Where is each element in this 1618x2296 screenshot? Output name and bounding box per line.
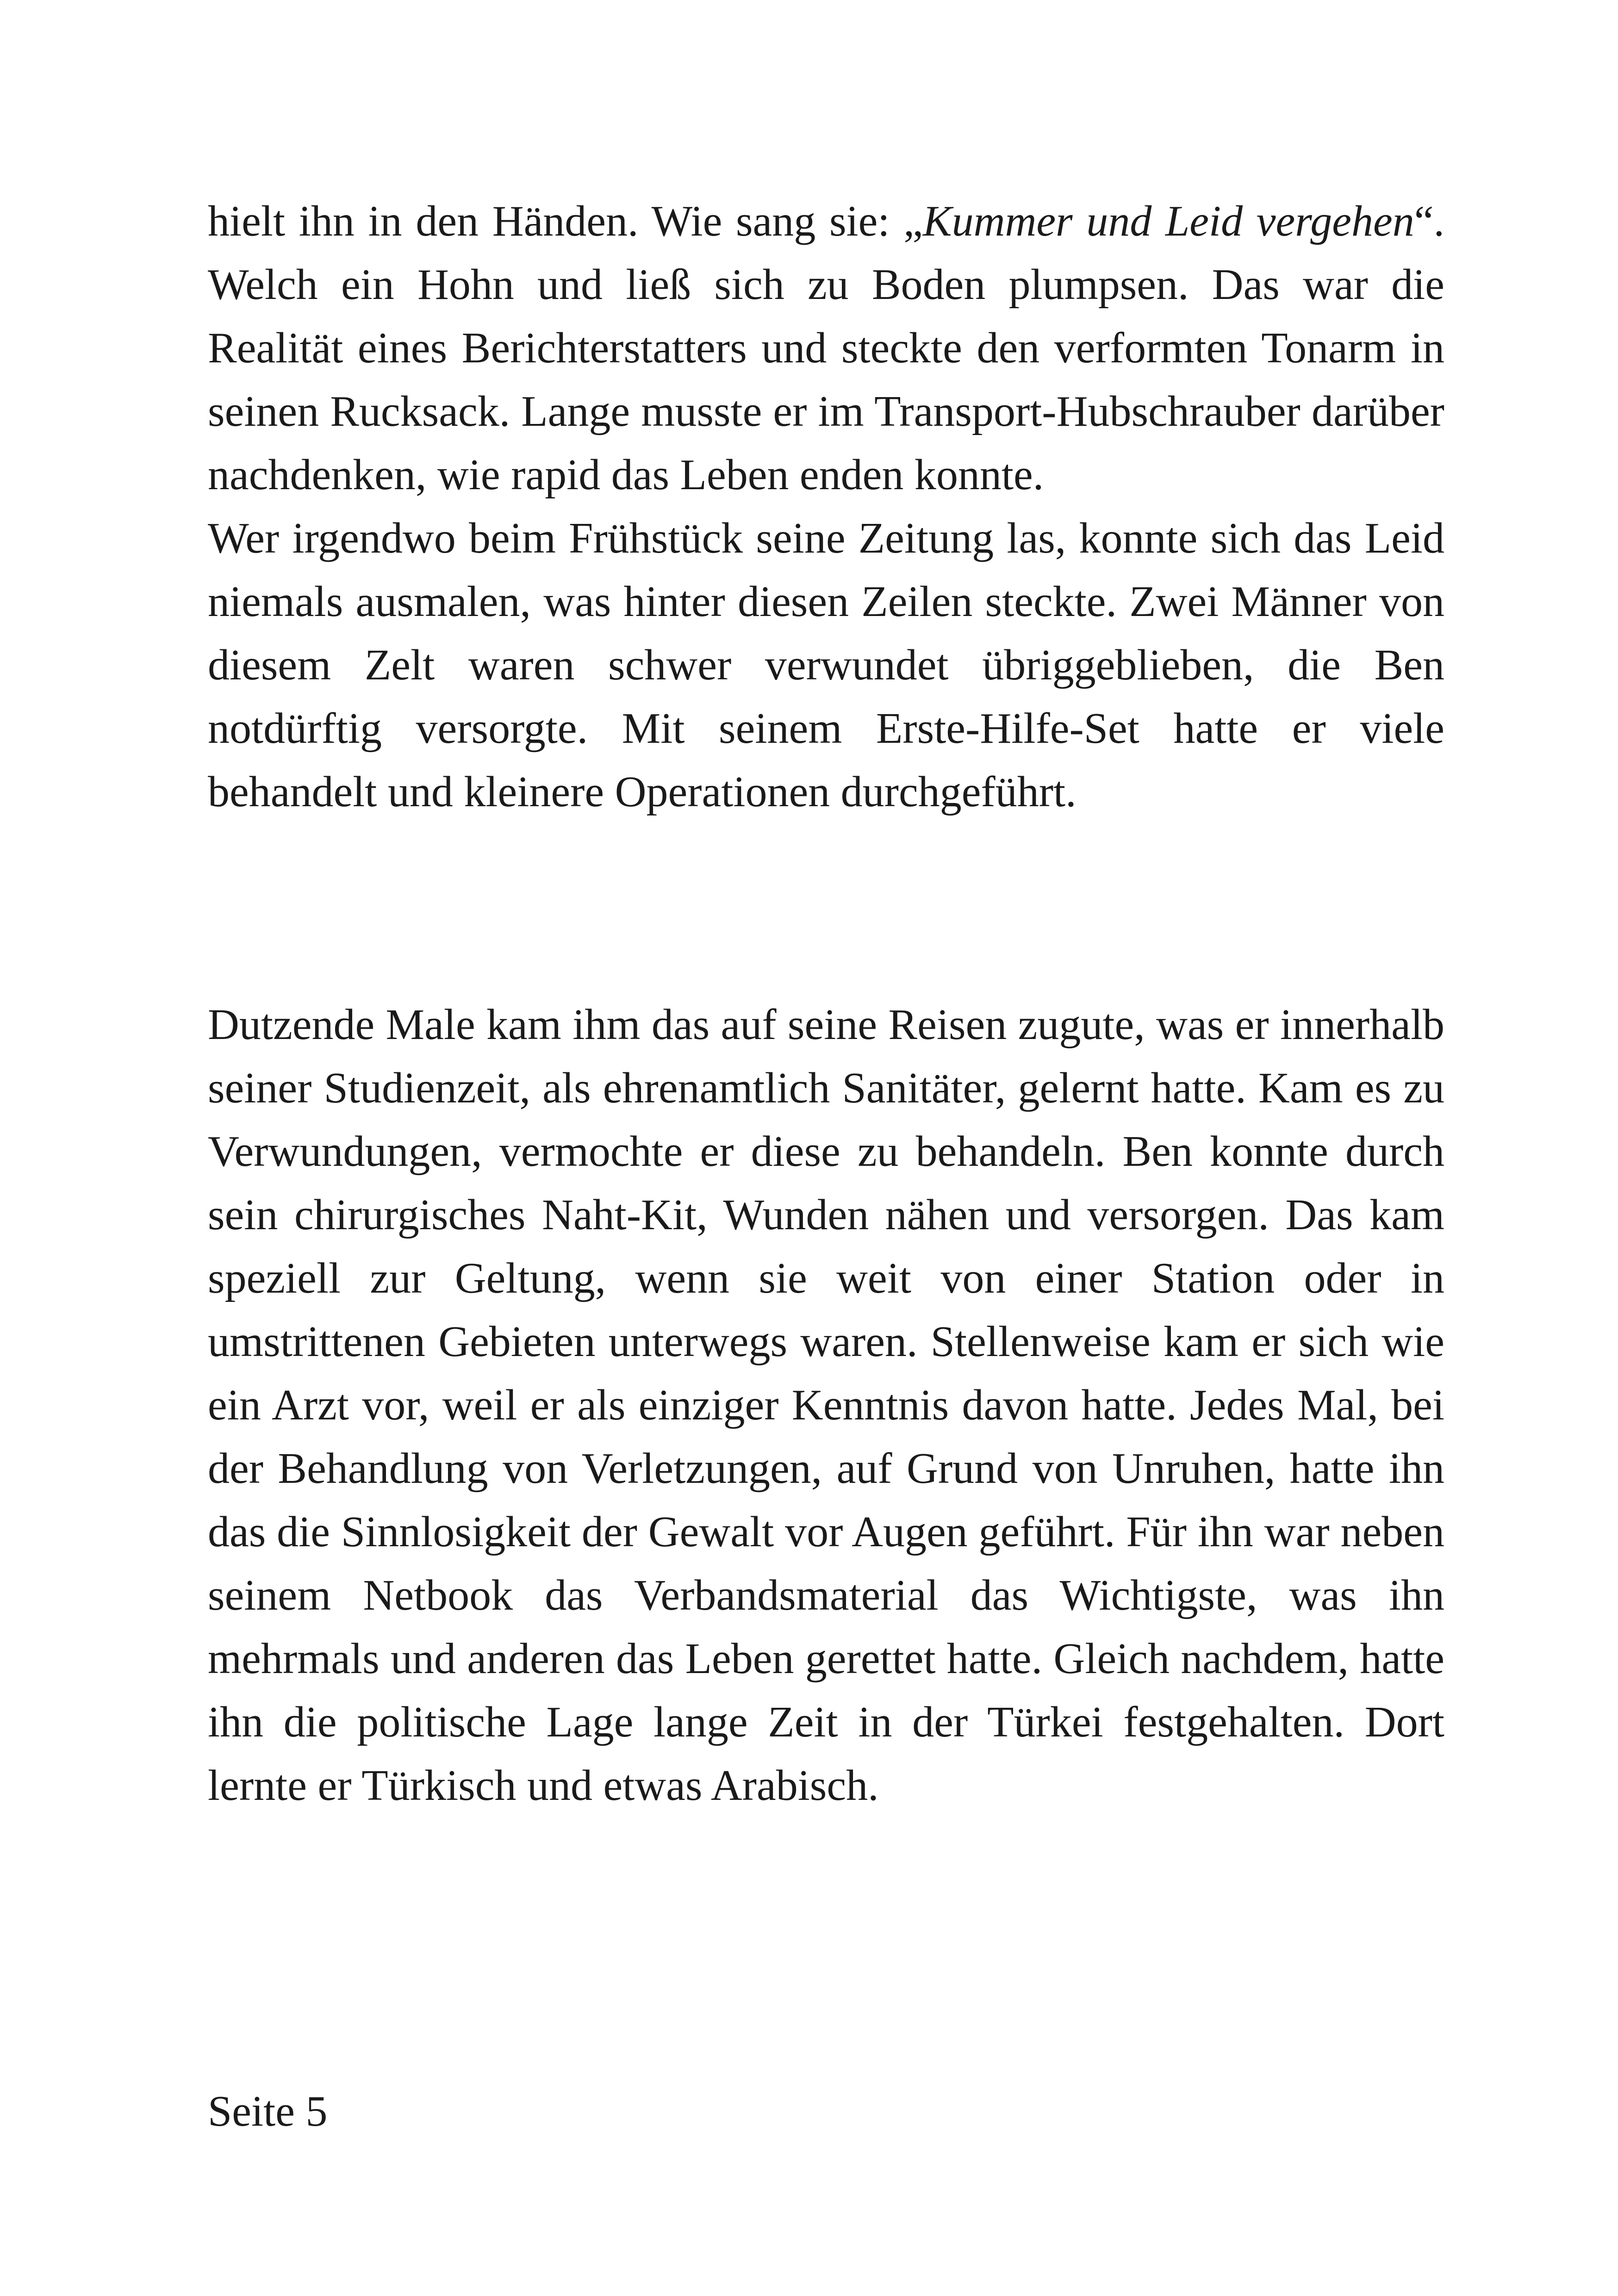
paragraph-1 bbox=[208, 190, 1444, 507]
body-text-bottom bbox=[208, 993, 1444, 1817]
paragraph-1-rest: “. Welch ein Hohn und ließ sich zu Boden plumpsen. Das war die Realität eines Berichterstatters und steckte den verformten Tonarm in seinen Rucksack. Lange musste er im Transport-Hubschrauber darüber nachdenken, wie rapid das Leben enden konnte. bbox=[208, 197, 1444, 499]
song-quote: Kummer und Leid vergehen bbox=[922, 197, 1414, 245]
body-text-top bbox=[208, 190, 1444, 824]
page-number: Seite 5 bbox=[208, 2087, 328, 2135]
paragraph-1-lead: hielt ihn in den Händen. Wie sang sie: „ bbox=[208, 197, 923, 245]
paragraph-2: Wer irgendwo beim Frühstück seine Zeitung las, konnte sich das Leid niemals ausmalen, was hinter diesen Zeilen steckte. Zwei Männer von diesem Zelt waren schwer verwundet übriggeblieben, die Ben notdürftig versorgte. Mit seinem Erste-Hilfe-Set hatte er viele behandelt und kleinere Operationen durchgeführt. bbox=[208, 514, 1444, 816]
paragraph-3: Dutzende Male kam ihm das auf seine Reisen zugute, was er innerhalb seiner Studienzeit, als ehrenamtlich Sanitäter, gelernt hatte. Kam es zu Verwundungen, vermochte er diese zu behandeln. Ben konnte durch sein chirurgisches Naht-Kit, Wunden nähen und versorgen. Das kam speziell zur Geltung, wenn sie weit von einer Station oder in umstrittenen Gebieten unterwegs waren. Stellenweise kam er sich wie ein Arzt vor, weil er als einziger Kenntnis davon hatte. Jedes Mal, bei der Behandlung von Verletzungen, auf Grund von Unruhen, hatte ihn das die Sinnlosigkeit der Gewalt vor Augen geführt. Für ihn war neben seinem Netbook das Verbandsmaterial das Wichtigste, was ihn mehrmals und anderen das Leben gerettet hatte. Gleich nachdem, hatte ihn die politische Lage lange Zeit in der Türkei festgehalten. Dort lernte er Türkisch und etwas Arabisch. bbox=[208, 1001, 1444, 1810]
